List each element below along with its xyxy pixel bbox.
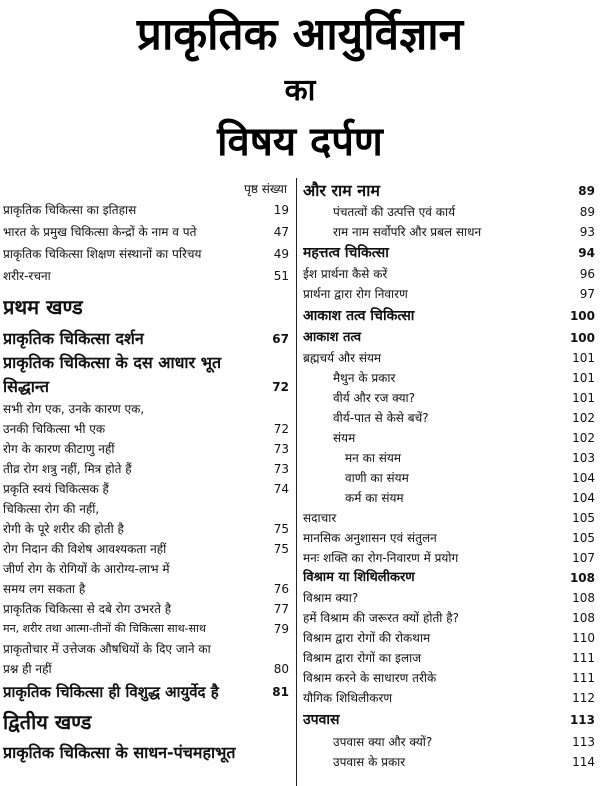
- toc-entry: प्राकृतोचार में उत्तेजक औषधियों के दिए जाने का: [3, 642, 211, 656]
- toc-entry: मन, शरीर तथा आत्मा-तीनों की चिकित्सा साथ-साथ 79: [3, 622, 289, 636]
- toc-entry-bold: उपवास 113: [303, 712, 595, 728]
- toc-entry: सभी रोग एक, उनके कारण एक,: [3, 402, 145, 416]
- toc-entry: रोगी के पूरे शरीर की होती है 75: [3, 522, 289, 536]
- toc-entry: वाणी का संयम 104: [345, 471, 595, 485]
- toc-entry: चिकित्सा रोग की नहीं,: [3, 502, 100, 516]
- toc-entry: हमें विश्राम की जरूरत क्यों होती है? 108: [303, 611, 595, 625]
- contents-right-column: [303, 180, 598, 772]
- toc-entry: विश्राम करने के साधारण तरीके 111: [303, 671, 595, 685]
- toc-entry-bold: आकाश तत्व चिकित्सा 100: [303, 308, 595, 324]
- toc-entry-bold: प्राकृतिक चिकित्सा दर्शन 67: [3, 329, 289, 348]
- toc-entry: सदाचार 105: [303, 508, 598, 528]
- toc-entry: उनकी चिकित्सा भी एक 72: [3, 422, 289, 436]
- toc-entry: ईश प्रार्थना कैसे करें 96: [303, 267, 595, 281]
- toc-entry: वीर्य और रज क्या? 101: [333, 391, 595, 405]
- toc-entry-bold: प्राकृतिक चिकित्सा के साधन-पंचमहाभूत: [3, 743, 236, 762]
- toc-entry: उपवास क्या और क्यों? 113: [333, 735, 595, 749]
- toc-entry: मनः शक्ति का रोग-निवारण में प्रयोग 107: [303, 551, 595, 565]
- toc-entry: भारत के प्रमुख चिकित्सा केन्द्रों के नाम व पते 47: [3, 225, 289, 239]
- toc-entry: यौगिक शिथिलीकरण 112: [303, 691, 595, 705]
- section-heading: द्वितीय खण्ड: [3, 710, 92, 734]
- toc-entry-bold: प्राकृतिक चिकित्सा के दस आधार भूत: [3, 353, 222, 372]
- toc-entry: उपवास के प्रकार 114: [333, 755, 595, 769]
- toc-entry: प्रकृति स्वयं चिकित्सक हैं 74: [3, 482, 289, 496]
- toc-entry: ब्रह्मचर्य और संयम 101: [303, 348, 598, 368]
- contents-left-column: [3, 180, 292, 767]
- toc-entry-bold: और राम नाम 89: [303, 181, 595, 200]
- title-connector: का: [284, 73, 316, 108]
- toc-entry: प्रश्न ही नहीं 80: [3, 662, 289, 676]
- toc-entry-bold: सिद्धान्त 72: [3, 377, 289, 396]
- toc-entry: शरीर-रचना 51: [3, 269, 289, 283]
- toc-entry: प्राकृतिक चिकित्सा का इतिहास 19: [3, 203, 289, 217]
- toc-entry: पंचतत्वों की उत्पत्ति एवं कार्य 89: [333, 205, 595, 219]
- toc-entry: प्राकृतिक चिकित्सा शिक्षण संस्थानों का परिचय 49: [3, 247, 289, 261]
- toc-entry: मैथुन के प्रकार 101: [333, 371, 595, 385]
- toc-entry: समय लग सकता है 76: [3, 582, 289, 596]
- column-divider: [296, 178, 297, 786]
- toc-entry: विश्राम द्वारा रोगों का इलाज 111: [303, 651, 595, 665]
- toc-entry-bold: विश्राम या शिथिलीकरण 108: [303, 570, 595, 585]
- page-number-header: पृष्ठ संख्या: [244, 182, 287, 196]
- toc-entry: जीर्ण रोग के रोगियों के आरोग्य-लाभ में: [3, 562, 170, 576]
- book-title: प्राकृतिक आयुर्विज्ञान: [136, 9, 464, 60]
- toc-entry: प्रार्थना द्वारा रोग निवारण 97: [303, 287, 595, 301]
- toc-entry-bold: आकाश तत्व 100: [303, 328, 598, 348]
- toc-entry: कर्म का संयम 104: [345, 491, 595, 505]
- toc-entry: वीर्य-पात से केसे बचें? 102: [333, 411, 595, 425]
- toc-entry: राम नाम सर्वोपरि और प्रबल साधन 93: [333, 225, 595, 239]
- toc-entry: रोग के कारण कीटाणु नहीं 73: [3, 442, 289, 456]
- toc-entry: विश्राम द्वारा रोगों की रोकथाम 110: [303, 631, 595, 645]
- toc-entry: विश्राम क्या? 108: [303, 591, 595, 605]
- toc-entry: संयम 102: [333, 431, 595, 445]
- toc-entry: मानसिक अनुशासन एवं संतुलन 105: [303, 531, 595, 545]
- section-heading: प्रथम खण्ड: [3, 295, 83, 319]
- toc-entry: रोग निदान की विशेष आवश्यकता नहीं 75: [3, 542, 289, 556]
- contents-heading: विषय दर्पण: [217, 119, 383, 165]
- toc-entry: तीव्र रोग शत्रु नहीं, मित्र होते हैं 73: [3, 462, 289, 476]
- toc-entry-bold: महत्तत्व चिकित्सा 94: [303, 242, 598, 264]
- toc-entry: प्राकृतिक चिकित्सा से दबे रोग उभरते है 77: [3, 602, 289, 616]
- toc-entry: मन का संयम 103: [345, 451, 595, 465]
- toc-entry-bold: प्राकृतिक चिकित्सा ही विशुद्ध आयुर्वेद है 81: [3, 683, 289, 701]
